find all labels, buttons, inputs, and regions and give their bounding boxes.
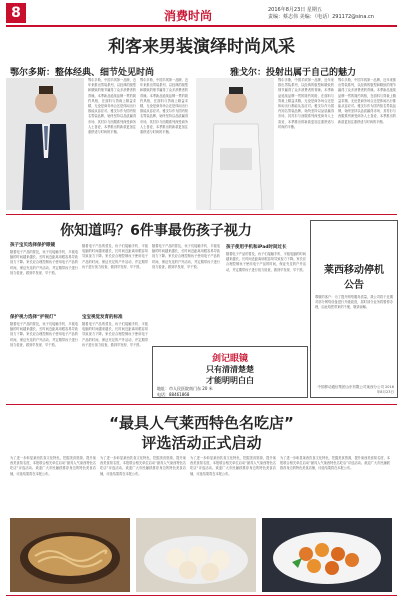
dish-illustration [262, 518, 392, 592]
article2-col1-a: 随着电子产品的普及，孩子们接触手机、平板电脑的时间越来越长，长时间近距离用眼容易导致视力下降。家长应合理控制孩子使用电子产品的时间，保证充足的户外活动，并定期带孩子进行视力检查，做到早发现、早干预。 [10, 250, 78, 275]
article1-column-1: 鄂尔多斯，中国羊绒第一品牌，近年来推出男装系列，以经典的版型和精致的细节赢得了众多消费者的青睐。本季新品延续品牌一贯的简约风格，在面料与剪裁上精益求精，无论是商务场合还是休闲出行都能从容应对。雅戈尔作为国内知名男装品牌，始终坚持以品质赢得市场，其衬衫与西服系列深受商务人士喜爱，本季推出的新款更加注重舒适与时尚的平衡。 [88, 78, 136, 135]
article3-col2: 为了进一步彰显莱西饮食文化特色，挖掘美食资源，提升莱西美食知名度，本报联合相关单位启动“最具人气莱西特色名吃店”评选活动。欢迎广大市民踊跃推荐身边的特色美食店铺，评选结果将在本报公布。 [100, 456, 186, 476]
page-number: 8 [6, 3, 26, 23]
article2-col1-b: 随着电子产品的普及，孩子们接触手机、平板电脑的时间越来越长，长时间近距离用眼容易导致视力下降。家长应合理控制孩子使用电子产品的时间，保证充足的户外活动，并定期带孩子进行视力检查，做到早发现、早干预。 [10, 322, 78, 347]
article1-column-3: 鄂尔多斯，中国羊绒第一品牌，近年来推出男装系列，以经典的版型和精致的细节赢得了众多消费者的青睐。本季新品延续品牌一贯的简约风格，在面料与剪裁上精益求精，无论是商务场合还是休闲出行都能从容应对。雅戈尔作为国内知名男装品牌，始终坚持以品质赢得市场，其衬衫与西服系列深受商务人士喜爱，本季推出的新款更加注重舒适与时尚的平衡。 [278, 78, 334, 129]
glasses-ad [152, 346, 308, 398]
mobile-notice-body: 尊敬的客户：为了提升网络服务质量，我公司将于近期对部分网络设备进行升级改造，届时部分业务将暂停办理，由此给您带来的不便，敬请谅解。 [315, 295, 393, 310]
article2-col4: 随着电子产品的普及，孩子们接触手机、平板电脑的时间越来越长，长时间近距离用眼容易导致视力下降。家长应合理控制孩子使用电子产品的时间，保证充足的户外活动，并定期带孩子进行视力检查，做到早发现、早干预。 [226, 252, 306, 272]
article3-col3: 为了进一步彰显莱西饮食文化特色，挖掘美食资源，提升莱西美食知名度，本报联合相关单位启动“最具人气莱西特色名吃店”评选活动。欢迎广大市民踊跃推荐身边的特色美食店铺，评选结果将在本报公布。 [190, 456, 276, 476]
article1-sub-left: 鄂尔多斯：整体经典、细节处见时尚 [10, 68, 155, 78]
article1-sub-right: 雅戈尔：投射出属于自己的魅力 [230, 68, 357, 78]
section-divider-2 [6, 404, 397, 405]
model-photo-left [6, 78, 84, 210]
food-photo-dumplings [136, 518, 256, 592]
article3-headline-1: “最具人气莱西特色名吃店” [109, 414, 294, 432]
noodles-illustration [10, 518, 130, 592]
mobile-notice-footer: 中国移动通信集团山东有限公司莱西分公司 2016年8月23日 [317, 385, 394, 394]
article3-col1: 为了进一步彰显莱西饮食文化特色，挖掘美食资源，提升莱西美食知名度，本报联合相关单位启动“最具人气莱西特色名吃店”评选活动。欢迎广大市民踊跃推荐身边的特色美食店铺，评选结果将在本报公布。 [10, 456, 96, 476]
glasses-ad-title: 剑记眼镜 [153, 351, 307, 364]
dumplings-illustration [136, 518, 256, 592]
article2-col3: 随着电子产品的普及，孩子们接触手机、平板电脑的时间越来越长，长时间近距离用眼容易导致视力下降。家长应合理控制孩子使用电子产品的时间，保证充足的户外活动，并定期带孩子进行视力检查，做到早发现、早干预。 [152, 244, 220, 269]
food-photo-dish [262, 518, 392, 592]
article2-sub3: 宝宝视觉发育的标准 [82, 315, 123, 320]
article3-headline-2: 评选活动正式启动 [141, 434, 262, 452]
model-illustration-right [196, 78, 274, 210]
article2-sub5: 孩子使用手机和iPad时间过长 [226, 245, 287, 250]
article2-sub2: 保护视力选择“护视灯” [10, 315, 57, 320]
header-meta-date: 2016年8月23日 星期五 [268, 7, 322, 13]
glasses-ad-line2: 才能明明白白 [206, 376, 254, 385]
model-photo-right [196, 78, 274, 210]
mobile-notice-title-2: 公告 [344, 280, 364, 291]
glasses-ad-address: 地址：市人民医院南门东 20 米 [157, 386, 213, 391]
model-illustration-left [6, 78, 84, 210]
header-meta-editor: 责编：蔡志伟 美编：（电话）291172@sina.cn [268, 14, 374, 20]
footer-rule [6, 595, 397, 596]
glasses-ad-line1: 只有清清楚楚 [206, 365, 254, 374]
article2-col2-b: 随着电子产品的普及，孩子们接触手机、平板电脑的时间越来越长，长时间近距离用眼容易导致视力下降。家长应合理控制孩子使用电子产品的时间，保证充足的户外活动，并定期带孩子进行视力检查，做到早发现、早干预。 [82, 322, 148, 347]
section-title: 消费时尚 [164, 9, 213, 23]
article2-sub1: 孩子宝贝选择保护眼镜 [10, 243, 55, 248]
mobile-notice-box [310, 220, 398, 398]
header-rule [6, 25, 397, 27]
glasses-ad-tel: 电话：88461868 [157, 392, 190, 397]
article3-col4: 为了进一步彰显莱西饮食文化特色，挖掘美食资源，提升莱西美食知名度，本报联合相关单位启动“最具人气莱西特色名吃店”评选活动。欢迎广大市民踊跃推荐身边的特色美食店铺，评选结果将在本报公布。 [280, 456, 390, 471]
header-meta [268, 7, 374, 21]
section-divider-1 [6, 214, 397, 215]
article1-column-2: 鄂尔多斯，中国羊绒第一品牌，近年来推出男装系列，以经典的版型和精致的细节赢得了众多消费者的青睐。本季新品延续品牌一贯的简约风格，在面料与剪裁上精益求精，无论是商务场合还是休闲出行都能从容应对。雅戈尔作为国内知名男装品牌，始终坚持以品质赢得市场，其衬衫与西服系列深受商务人士喜爱，本季推出的新款更加注重舒适与时尚的平衡。 [140, 78, 188, 135]
article2-col2-a: 随着电子产品的普及，孩子们接触手机、平板电脑的时间越来越长，长时间近距离用眼容易导致视力下降。家长应合理控制孩子使用电子产品的时间，保证充足的户外活动，并定期带孩子进行视力检查，做到早发现、早干预。 [82, 244, 148, 269]
mobile-notice-title-1: 莱西移动停机 [324, 265, 384, 276]
article2-headline: 你知道吗？6件事最伤孩子视力 [60, 223, 252, 239]
food-photo-noodles [10, 518, 130, 592]
article1-column-4: 鄂尔多斯，中国羊绒第一品牌，近年来推出男装系列，以经典的版型和精致的细节赢得了众多消费者的青睐。本季新品延续品牌一贯的简约风格，在面料与剪裁上精益求精，无论是商务场合还是休闲出行都能从容应对。雅戈尔作为国内知名男装品牌，始终坚持以品质赢得市场，其衬衫与西服系列深受商务人士喜爱，本季推出的新款更加注重舒适与时尚的平衡。 [338, 78, 396, 124]
article1-headline: 利客来男装演绎时尚风采 [108, 37, 295, 57]
